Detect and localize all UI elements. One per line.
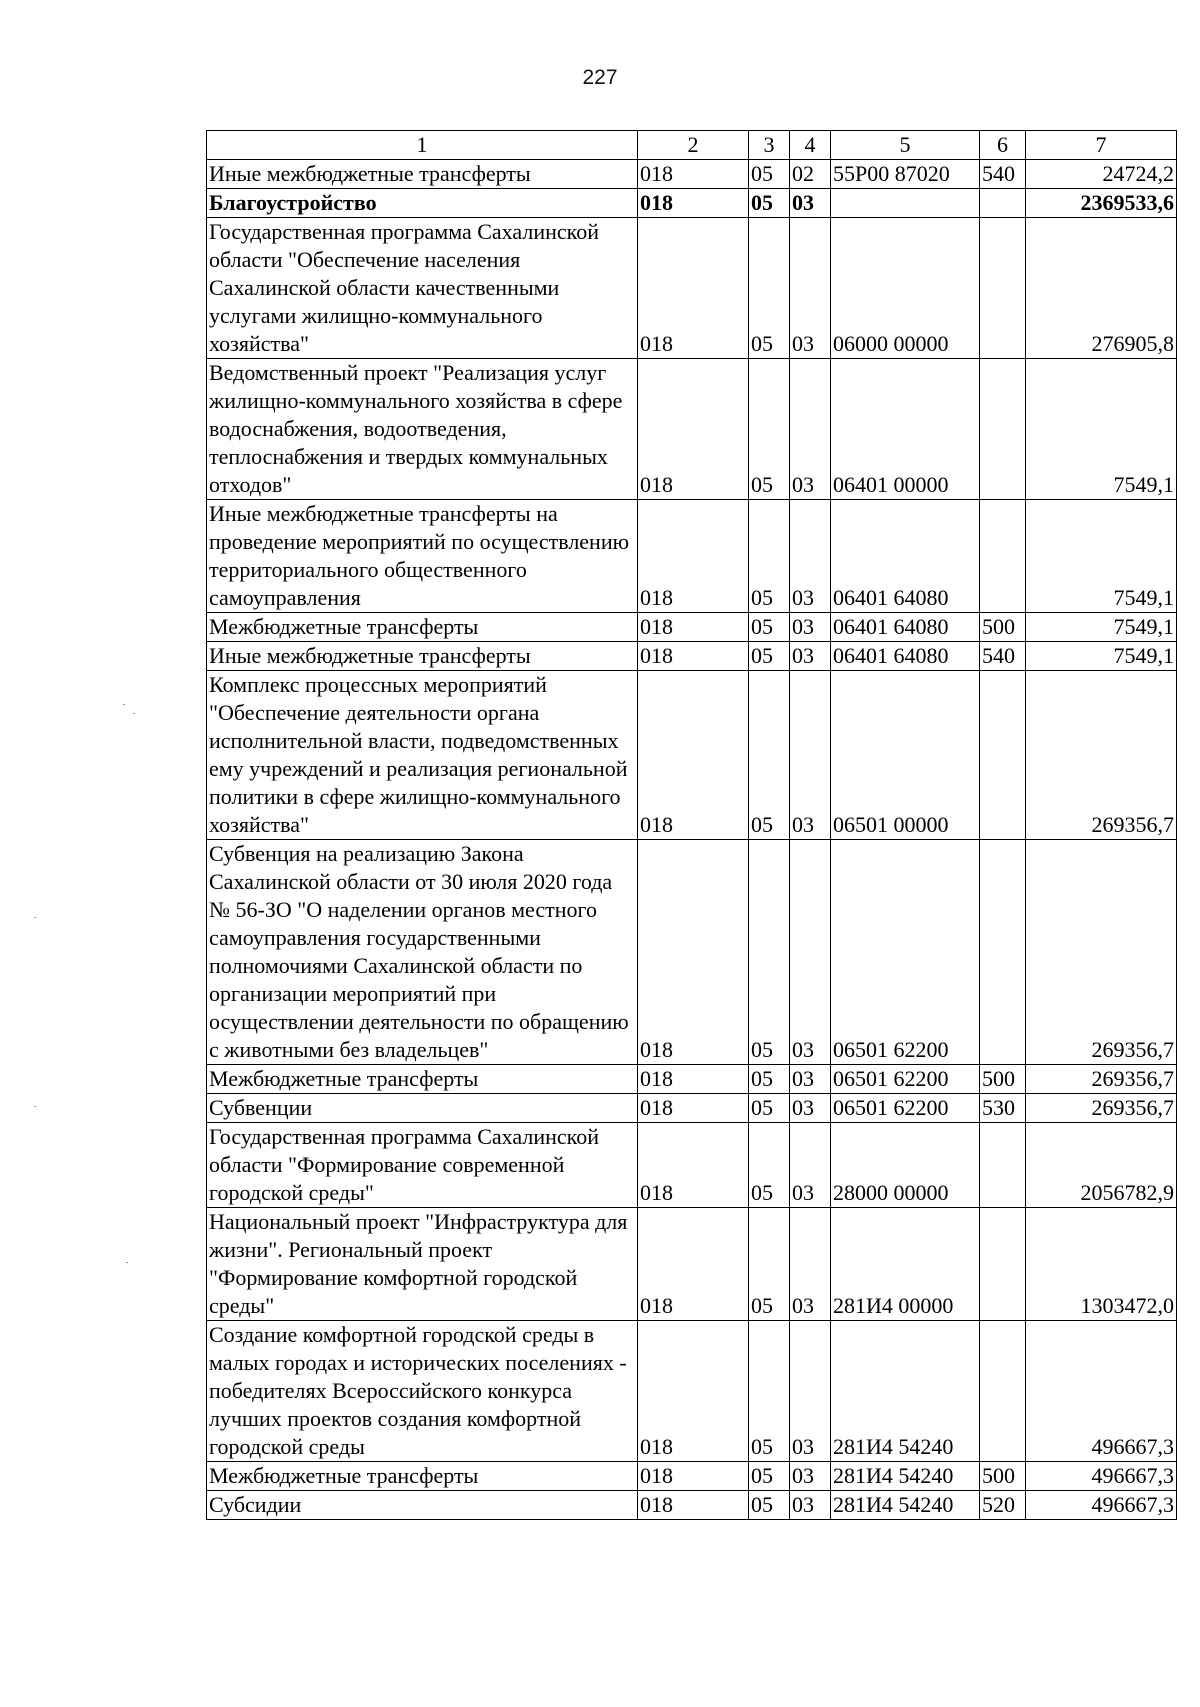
cell-name: Межбюджетные трансферты bbox=[207, 1462, 638, 1491]
cell-col-5: 281И4 54240 bbox=[831, 1491, 980, 1520]
table-header-row bbox=[207, 131, 1177, 160]
cell-col-5: 28000 00000 bbox=[831, 1123, 980, 1208]
cell-col-3: 05 bbox=[749, 500, 790, 613]
cell-col-7: 269356,7 bbox=[1026, 840, 1177, 1065]
cell-col-3: 05 bbox=[749, 1462, 790, 1491]
table-row bbox=[207, 359, 1177, 500]
cell-name: Национальный проект "Инфраструктура для жизни". Региональный проект "Формирование комфортной городской среды" bbox=[207, 1208, 638, 1321]
cell-col-2: 018 bbox=[638, 218, 749, 359]
cell-col-5: 281И4 54240 bbox=[831, 1321, 980, 1462]
cell-col-2: 018 bbox=[638, 1321, 749, 1462]
header-col-3: 3 bbox=[749, 131, 790, 160]
cell-name: Государственная программа Сахалинской области "Формирование современной городской среды" bbox=[207, 1123, 638, 1208]
cell-name: Создание комфортной городской среды в малых городах и исторических поселениях - победителях Всероссийского конкурса лучших проектов создания комфортной городской среды bbox=[207, 1321, 638, 1462]
table-row bbox=[207, 671, 1177, 840]
cell-name: Межбюджетные трансферты bbox=[207, 1065, 638, 1094]
cell-col-3: 05 bbox=[749, 840, 790, 1065]
cell-col-7: 2369533,6 bbox=[1026, 189, 1177, 218]
table-row bbox=[207, 500, 1177, 613]
cell-col-7: 496667,3 bbox=[1026, 1462, 1177, 1491]
cell-name: Иные межбюджетные трансферты на проведение мероприятий по осуществлению территориального общественного самоуправления bbox=[207, 500, 638, 613]
scan-mark bbox=[34, 1106, 36, 1107]
header-col-5: 5 bbox=[831, 131, 980, 160]
cell-col-4: 03 bbox=[790, 613, 831, 642]
cell-col-7: 7549,1 bbox=[1026, 359, 1177, 500]
header-col-2: 2 bbox=[638, 131, 749, 160]
table-row bbox=[207, 642, 1177, 671]
cell-col-4: 03 bbox=[790, 1491, 831, 1520]
cell-col-2: 018 bbox=[638, 1094, 749, 1123]
scan-mark bbox=[123, 704, 125, 705]
cell-col-6 bbox=[980, 840, 1026, 1065]
cell-col-5: 06401 64080 bbox=[831, 613, 980, 642]
table-row bbox=[207, 1321, 1177, 1462]
table-row bbox=[207, 1123, 1177, 1208]
cell-col-5: 06501 62200 bbox=[831, 1065, 980, 1094]
cell-col-4: 03 bbox=[790, 500, 831, 613]
table-row bbox=[207, 218, 1177, 359]
table-row bbox=[207, 840, 1177, 1065]
cell-col-5 bbox=[831, 189, 980, 218]
cell-col-2: 018 bbox=[638, 1462, 749, 1491]
table-row bbox=[207, 613, 1177, 642]
cell-col-6 bbox=[980, 189, 1026, 218]
cell-col-3: 05 bbox=[749, 160, 790, 189]
cell-col-5: 06401 64080 bbox=[831, 500, 980, 613]
cell-col-7: 496667,3 bbox=[1026, 1321, 1177, 1462]
cell-col-7: 1303472,0 bbox=[1026, 1208, 1177, 1321]
cell-col-3: 05 bbox=[749, 671, 790, 840]
cell-col-5: 06401 64080 bbox=[831, 642, 980, 671]
cell-col-7: 276905,8 bbox=[1026, 218, 1177, 359]
cell-col-2: 018 bbox=[638, 642, 749, 671]
cell-col-5: 281И4 54240 bbox=[831, 1462, 980, 1491]
cell-col-3: 05 bbox=[749, 189, 790, 218]
cell-col-3: 05 bbox=[749, 1094, 790, 1123]
cell-col-6: 500 bbox=[980, 1065, 1026, 1094]
cell-col-3: 05 bbox=[749, 1208, 790, 1321]
scan-mark bbox=[133, 713, 135, 714]
cell-col-2: 018 bbox=[638, 1065, 749, 1094]
table-row bbox=[207, 1208, 1177, 1321]
cell-name: Благоустройство bbox=[207, 189, 638, 218]
cell-col-4: 03 bbox=[790, 189, 831, 218]
cell-col-4: 03 bbox=[790, 1321, 831, 1462]
table-row bbox=[207, 189, 1177, 218]
cell-col-5: 55Р00 87020 bbox=[831, 160, 980, 189]
header-col-4: 4 bbox=[790, 131, 831, 160]
header-col-6: 6 bbox=[980, 131, 1026, 160]
cell-col-6 bbox=[980, 359, 1026, 500]
cell-col-2: 018 bbox=[638, 359, 749, 500]
cell-col-6 bbox=[980, 1123, 1026, 1208]
cell-col-3: 05 bbox=[749, 1123, 790, 1208]
cell-col-7: 7549,1 bbox=[1026, 500, 1177, 613]
cell-col-6: 500 bbox=[980, 1462, 1026, 1491]
table-row bbox=[207, 1065, 1177, 1094]
cell-col-6 bbox=[980, 1321, 1026, 1462]
cell-col-6 bbox=[980, 671, 1026, 840]
cell-col-5: 06000 00000 bbox=[831, 218, 980, 359]
cell-col-7: 269356,7 bbox=[1026, 1094, 1177, 1123]
cell-col-6: 500 bbox=[980, 613, 1026, 642]
cell-col-5: 06401 00000 bbox=[831, 359, 980, 500]
cell-col-6 bbox=[980, 500, 1026, 613]
table-row bbox=[207, 1491, 1177, 1520]
cell-col-3: 05 bbox=[749, 218, 790, 359]
cell-name: Субвенции bbox=[207, 1094, 638, 1123]
cell-col-3: 05 bbox=[749, 642, 790, 671]
cell-col-6 bbox=[980, 218, 1026, 359]
budget-table bbox=[206, 130, 1177, 1520]
cell-name: Ведомственный проект "Реализация услуг жилищно-коммунального хозяйства в сфере водоснабжения, водоотведения, теплоснабжения и твердых коммунальных отходов" bbox=[207, 359, 638, 500]
cell-name: Комплекс процессных мероприятий "Обеспечение деятельности органа исполнительной власти, подведомственных ему учреждений и реализация региональной политики в сфере жилищно-коммунального хозяйства" bbox=[207, 671, 638, 840]
cell-col-7: 496667,3 bbox=[1026, 1491, 1177, 1520]
cell-col-2: 018 bbox=[638, 1208, 749, 1321]
header-col-7: 7 bbox=[1026, 131, 1177, 160]
page-number: 227 bbox=[582, 66, 618, 89]
cell-name: Иные межбюджетные трансферты bbox=[207, 160, 638, 189]
cell-col-4: 03 bbox=[790, 1065, 831, 1094]
cell-col-4: 03 bbox=[790, 642, 831, 671]
cell-col-5: 06501 62200 bbox=[831, 1094, 980, 1123]
table-row bbox=[207, 160, 1177, 189]
cell-col-7: 7549,1 bbox=[1026, 613, 1177, 642]
cell-col-7: 2056782,9 bbox=[1026, 1123, 1177, 1208]
cell-col-6: 530 bbox=[980, 1094, 1026, 1123]
cell-col-7: 269356,7 bbox=[1026, 1065, 1177, 1094]
cell-col-6: 520 bbox=[980, 1491, 1026, 1520]
table-row bbox=[207, 1462, 1177, 1491]
cell-col-3: 05 bbox=[749, 1491, 790, 1520]
cell-name: Межбюджетные трансферты bbox=[207, 613, 638, 642]
table-row bbox=[207, 1094, 1177, 1123]
cell-name: Иные межбюджетные трансферты bbox=[207, 642, 638, 671]
cell-col-2: 018 bbox=[638, 160, 749, 189]
cell-col-3: 05 bbox=[749, 1065, 790, 1094]
scan-mark bbox=[34, 917, 36, 918]
scan-mark bbox=[126, 1262, 128, 1263]
cell-col-4: 03 bbox=[790, 1094, 831, 1123]
cell-col-4: 03 bbox=[790, 671, 831, 840]
cell-col-3: 05 bbox=[749, 613, 790, 642]
cell-name: Государственная программа Сахалинской области "Обеспечение населения Сахалинской области качественными услугами жилищно-коммунального хозяйства" bbox=[207, 218, 638, 359]
cell-col-5: 281И4 00000 bbox=[831, 1208, 980, 1321]
cell-col-5: 06501 00000 bbox=[831, 671, 980, 840]
cell-col-7: 7549,1 bbox=[1026, 642, 1177, 671]
cell-col-4: 03 bbox=[790, 1208, 831, 1321]
cell-col-4: 03 bbox=[790, 359, 831, 500]
cell-col-6 bbox=[980, 1208, 1026, 1321]
cell-col-2: 018 bbox=[638, 613, 749, 642]
cell-col-2: 018 bbox=[638, 1123, 749, 1208]
cell-col-6: 540 bbox=[980, 160, 1026, 189]
cell-col-3: 05 bbox=[749, 359, 790, 500]
cell-col-2: 018 bbox=[638, 671, 749, 840]
cell-col-4: 03 bbox=[790, 840, 831, 1065]
cell-col-4: 02 bbox=[790, 160, 831, 189]
cell-col-4: 03 bbox=[790, 1462, 831, 1491]
cell-col-2: 018 bbox=[638, 189, 749, 218]
cell-col-4: 03 bbox=[790, 218, 831, 359]
cell-col-7: 269356,7 bbox=[1026, 671, 1177, 840]
cell-name: Субвенция на реализацию Закона Сахалинской области от 30 июля 2020 года № 56-ЗО "О наделении органов местного самоуправления государственными полномочиями Сахалинской области по организации мероприятий при осуществлении деятельности по обращению с животными без владельцев" bbox=[207, 840, 638, 1065]
cell-col-5: 06501 62200 bbox=[831, 840, 980, 1065]
cell-col-6: 540 bbox=[980, 642, 1026, 671]
cell-col-2: 018 bbox=[638, 1491, 749, 1520]
cell-col-2: 018 bbox=[638, 840, 749, 1065]
cell-name: Субсидии bbox=[207, 1491, 638, 1520]
cell-col-3: 05 bbox=[749, 1321, 790, 1462]
cell-col-7: 24724,2 bbox=[1026, 160, 1177, 189]
cell-col-2: 018 bbox=[638, 500, 749, 613]
cell-col-4: 03 bbox=[790, 1123, 831, 1208]
header-col-1: 1 bbox=[207, 131, 638, 160]
